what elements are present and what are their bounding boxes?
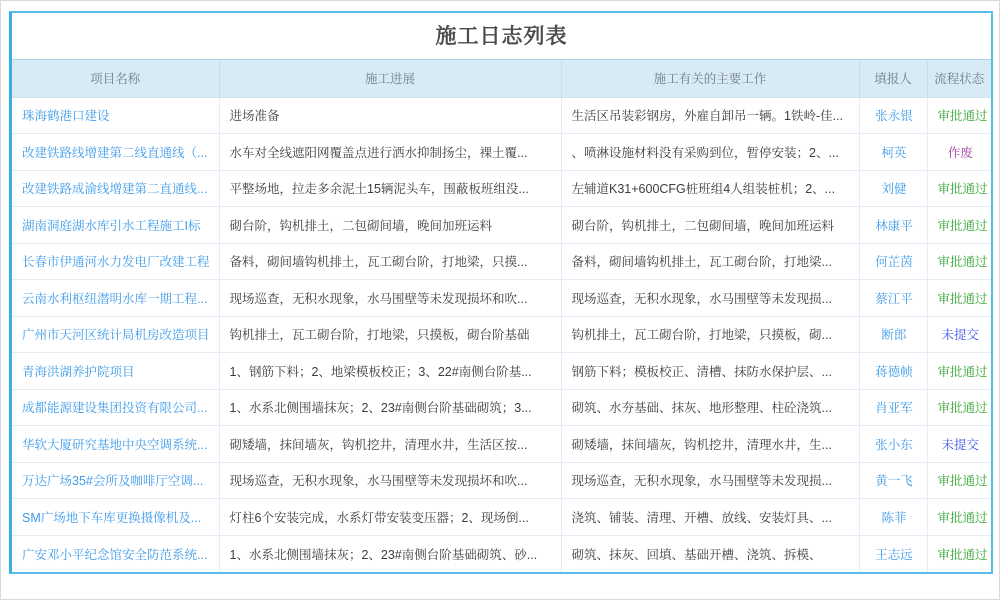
status-text: 审批通过 [927,280,991,317]
reporter-link[interactable]: 蔡江平 [859,280,927,317]
project-name-link[interactable]: 改建铁路线增建第二线直通线（... [12,134,219,171]
progress-text: 钩机排土，瓦工砌台阶，打地梁，只摸板，砌台阶基础 [219,316,561,353]
table-row [12,426,991,463]
project-name-link[interactable]: SM广场地下车库更换摄像机及... [12,499,219,536]
column-header-reporter: 填报人 [859,60,927,97]
table-row [12,280,991,317]
progress-text: 水车对全线遮阳网覆盖点进行洒水抑制扬尘，裸土覆... [219,134,561,171]
table-row [12,499,991,536]
table-row [12,389,991,426]
status-text: 审批通过 [927,535,991,572]
status-text: 审批通过 [927,499,991,536]
table-row [12,207,991,244]
project-name-link[interactable]: 华软大厦研究基地中央空调系统... [12,426,219,463]
work-text: 砌台阶，钩机排土，二包砌间墙，晚间加班运料 [561,207,859,244]
log-table-body [12,97,991,572]
table-row [12,243,991,280]
column-header-status: 流程状态 [927,60,991,97]
project-name-link[interactable]: 万达广场35#会所及咖啡厅空调... [12,462,219,499]
progress-text: 灯柱6个安装完成，水系灯带安装变压器；2、现场倒... [219,499,561,536]
reporter-link[interactable]: 蒋德帧 [859,353,927,390]
column-header-progress: 施工进展 [219,60,561,97]
project-name-link[interactable]: 湖南洞庭湖水库引水工程施工I标 [12,207,219,244]
table-row [12,353,991,390]
progress-text: 现场巡查，无积水现象，水马围壁等未发现损坏和吹... [219,462,561,499]
progress-text: 1、水系北侧围墙抹灰；2、23#南侧台阶基础砌筑、砂... [219,535,561,572]
table-row [12,170,991,207]
project-name-link[interactable]: 珠海鹤港口建设 [12,97,219,134]
project-name-link[interactable]: 云南水利枢纽潜明水库一期工程... [12,280,219,317]
table-row [12,97,991,134]
table-header-row [12,60,991,97]
work-text: 左辅道K31+600CFG桩班组4人组装桩机；2、... [561,170,859,207]
reporter-link[interactable]: 张小东 [859,426,927,463]
project-name-link[interactable]: 青海洪湖养护院项目 [12,353,219,390]
progress-text: 进场准备 [219,97,561,134]
progress-text: 备料，砌间墙钩机排土，瓦工砌台阶，打地梁，只摸... [219,243,561,280]
project-name-link[interactable]: 广安邓小平纪念馆安全防范系统... [12,535,219,572]
table-row [12,535,991,572]
status-text: 审批通过 [927,462,991,499]
reporter-link[interactable]: 陈菲 [859,499,927,536]
page-title: 施工日志列表 [12,13,991,60]
status-text: 审批通过 [927,243,991,280]
work-text: 、喷淋设施材料没有采购到位，暂停安装；2、... [561,134,859,171]
reporter-link[interactable]: 张永银 [859,97,927,134]
reporter-link[interactable]: 黄一飞 [859,462,927,499]
reporter-link[interactable]: 刘健 [859,170,927,207]
work-text: 钩机排土，瓦工砌台阶，打地梁，只摸板，砌... [561,316,859,353]
status-text: 作废 [927,134,991,171]
status-text: 未提交 [927,316,991,353]
table-row [12,316,991,353]
status-text: 审批通过 [927,353,991,390]
status-text: 审批通过 [927,97,991,134]
table-header [12,60,991,97]
column-header-project: 项目名称 [12,60,219,97]
reporter-link[interactable]: 柯英 [859,134,927,171]
progress-text: 1、钢筋下料；2、地梁模板校正；3、22#南侧台阶基... [219,353,561,390]
work-text: 砌筑、水夯基础、抹灰、地形整理、柱砼浇筑... [561,389,859,426]
status-text: 审批通过 [927,389,991,426]
reporter-link[interactable]: 何芷茵 [859,243,927,280]
work-text: 钢筋下料；模板校正、清槽、抹防水保护层、... [561,353,859,390]
table-row [12,134,991,171]
progress-text: 1、水系北侧围墙抹灰；2、23#南侧台阶基础砌筑；3... [219,389,561,426]
reporter-link[interactable]: 王志远 [859,535,927,572]
column-header-work: 施工有关的主要工作 [561,60,859,97]
status-text: 审批通过 [927,170,991,207]
work-text: 砌筑、抹灰、回填、基础开槽、浇筑、拆模、 [561,535,859,572]
construction-log-table [9,11,993,574]
project-name-link[interactable]: 成都能源建设集团投资有限公司... [12,389,219,426]
status-text: 未提交 [927,426,991,463]
project-name-link[interactable]: 广州市天河区统计局机房改造项目 [12,316,219,353]
project-name-link[interactable]: 改建铁路成渝线增建第二直通线... [12,170,219,207]
progress-text: 平整场地，拉走多余泥土15辆泥头车，围蔽板班组没... [219,170,561,207]
progress-text: 现场巡查，无积水现象，水马围壁等未发现损坏和吹... [219,280,561,317]
table-row [12,462,991,499]
project-name-link[interactable]: 长春市伊通河水力发电厂改建工程 [12,243,219,280]
reporter-link[interactable]: 断郎 [859,316,927,353]
work-text: 现场巡查，无积水现象，水马围壁等未发现损... [561,280,859,317]
work-text: 浇筑、铺装、清理、开槽、放线、安装灯具、... [561,499,859,536]
work-text: 现场巡查，无积水现象，水马围壁等未发现损... [561,462,859,499]
reporter-link[interactable]: 肖亚军 [859,389,927,426]
log-table [12,60,991,572]
work-text: 砌矮墙，抹间墙灰，钩机挖井，清理水井，生... [561,426,859,463]
reporter-link[interactable]: 林康平 [859,207,927,244]
status-text: 审批通过 [927,207,991,244]
progress-text: 砌台阶，钩机排土，二包砌间墙，晚间加班运料 [219,207,561,244]
work-text: 备料，砌间墙钩机排土，瓦工砌台阶，打地梁... [561,243,859,280]
progress-text: 砌矮墙，抹间墙灰，钩机挖井，清理水井，生活区按... [219,426,561,463]
work-text: 生活区吊装彩钢房，外雇自卸吊一辆。1铁岭-佳... [561,97,859,134]
